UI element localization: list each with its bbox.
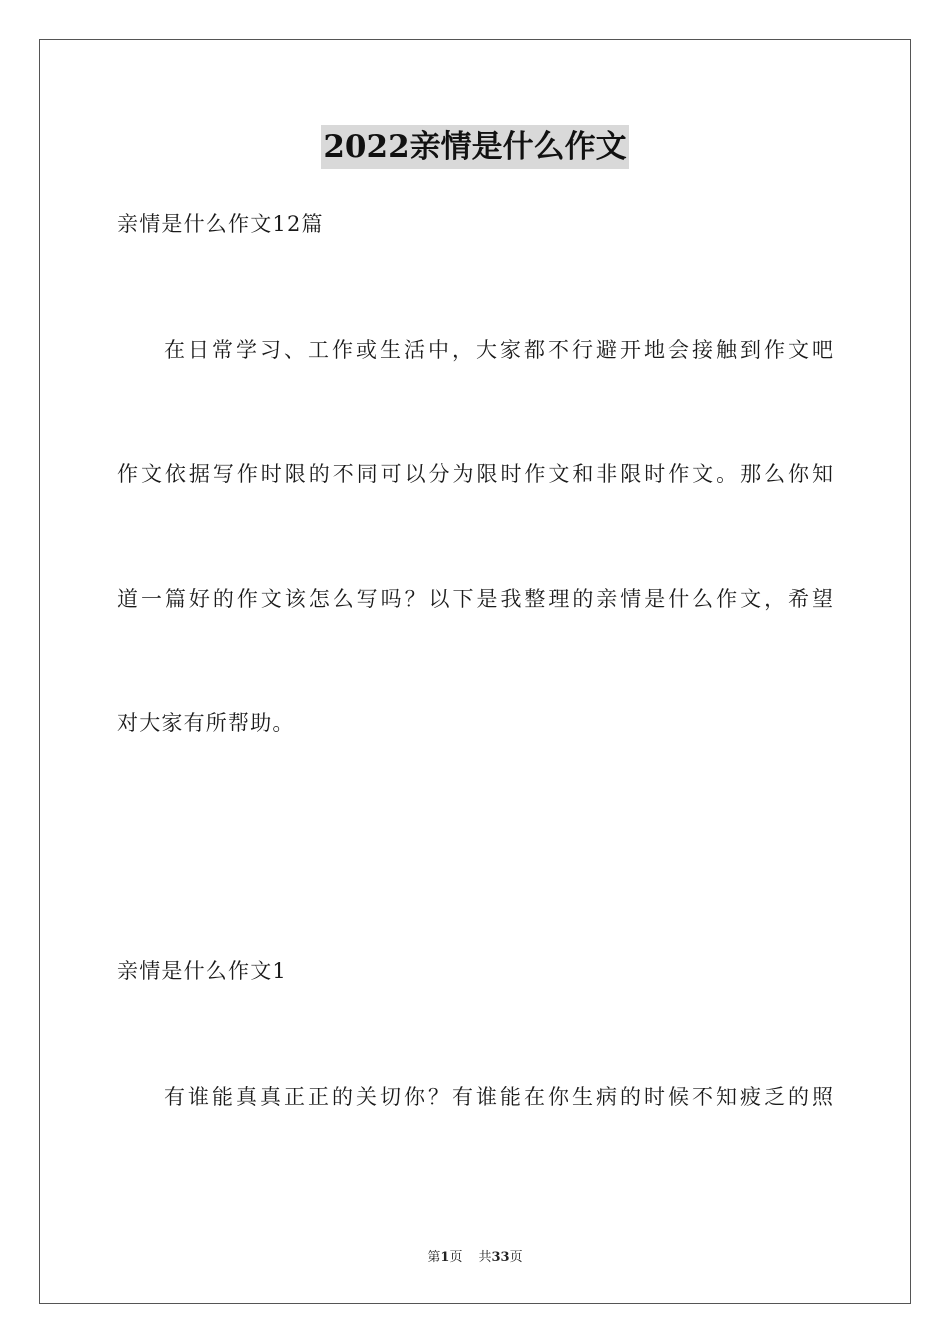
footer-page-number: 1 — [440, 1250, 450, 1265]
intro-line-3: 道一篇好的作文该怎么写吗？以下是我整理的亲情是什么作文，希望 — [117, 587, 833, 611]
footer-total-suffix: 页 — [509, 1250, 523, 1265]
page-footer — [0, 1246, 950, 1265]
document-subtitle: 亲情是什么作文12篇 — [117, 212, 324, 236]
footer-total-pages: 33 — [491, 1250, 510, 1265]
footer-page-prefix: 第 — [427, 1250, 441, 1265]
document-title: 2022亲情是什么作文 — [321, 125, 628, 169]
section-heading: 亲情是什么作文1 — [117, 959, 287, 983]
title-container — [0, 125, 950, 169]
footer-page-suffix: 页 — [449, 1250, 463, 1265]
intro-line-2: 作文依据写作时限的不同可以分为限时作文和非限时作文。那么你知 — [117, 462, 833, 486]
footer-total-prefix: 共 — [478, 1250, 492, 1265]
intro-line-1: 在日常学习、工作或生活中，大家都不行避开地会接触到作文吧 — [164, 338, 833, 362]
intro-line-4: 对大家有所帮助。 — [117, 711, 295, 735]
section-line-1: 有谁能真真正正的关切你？有谁能在你生病的时候不知疲乏的照 — [164, 1085, 833, 1109]
